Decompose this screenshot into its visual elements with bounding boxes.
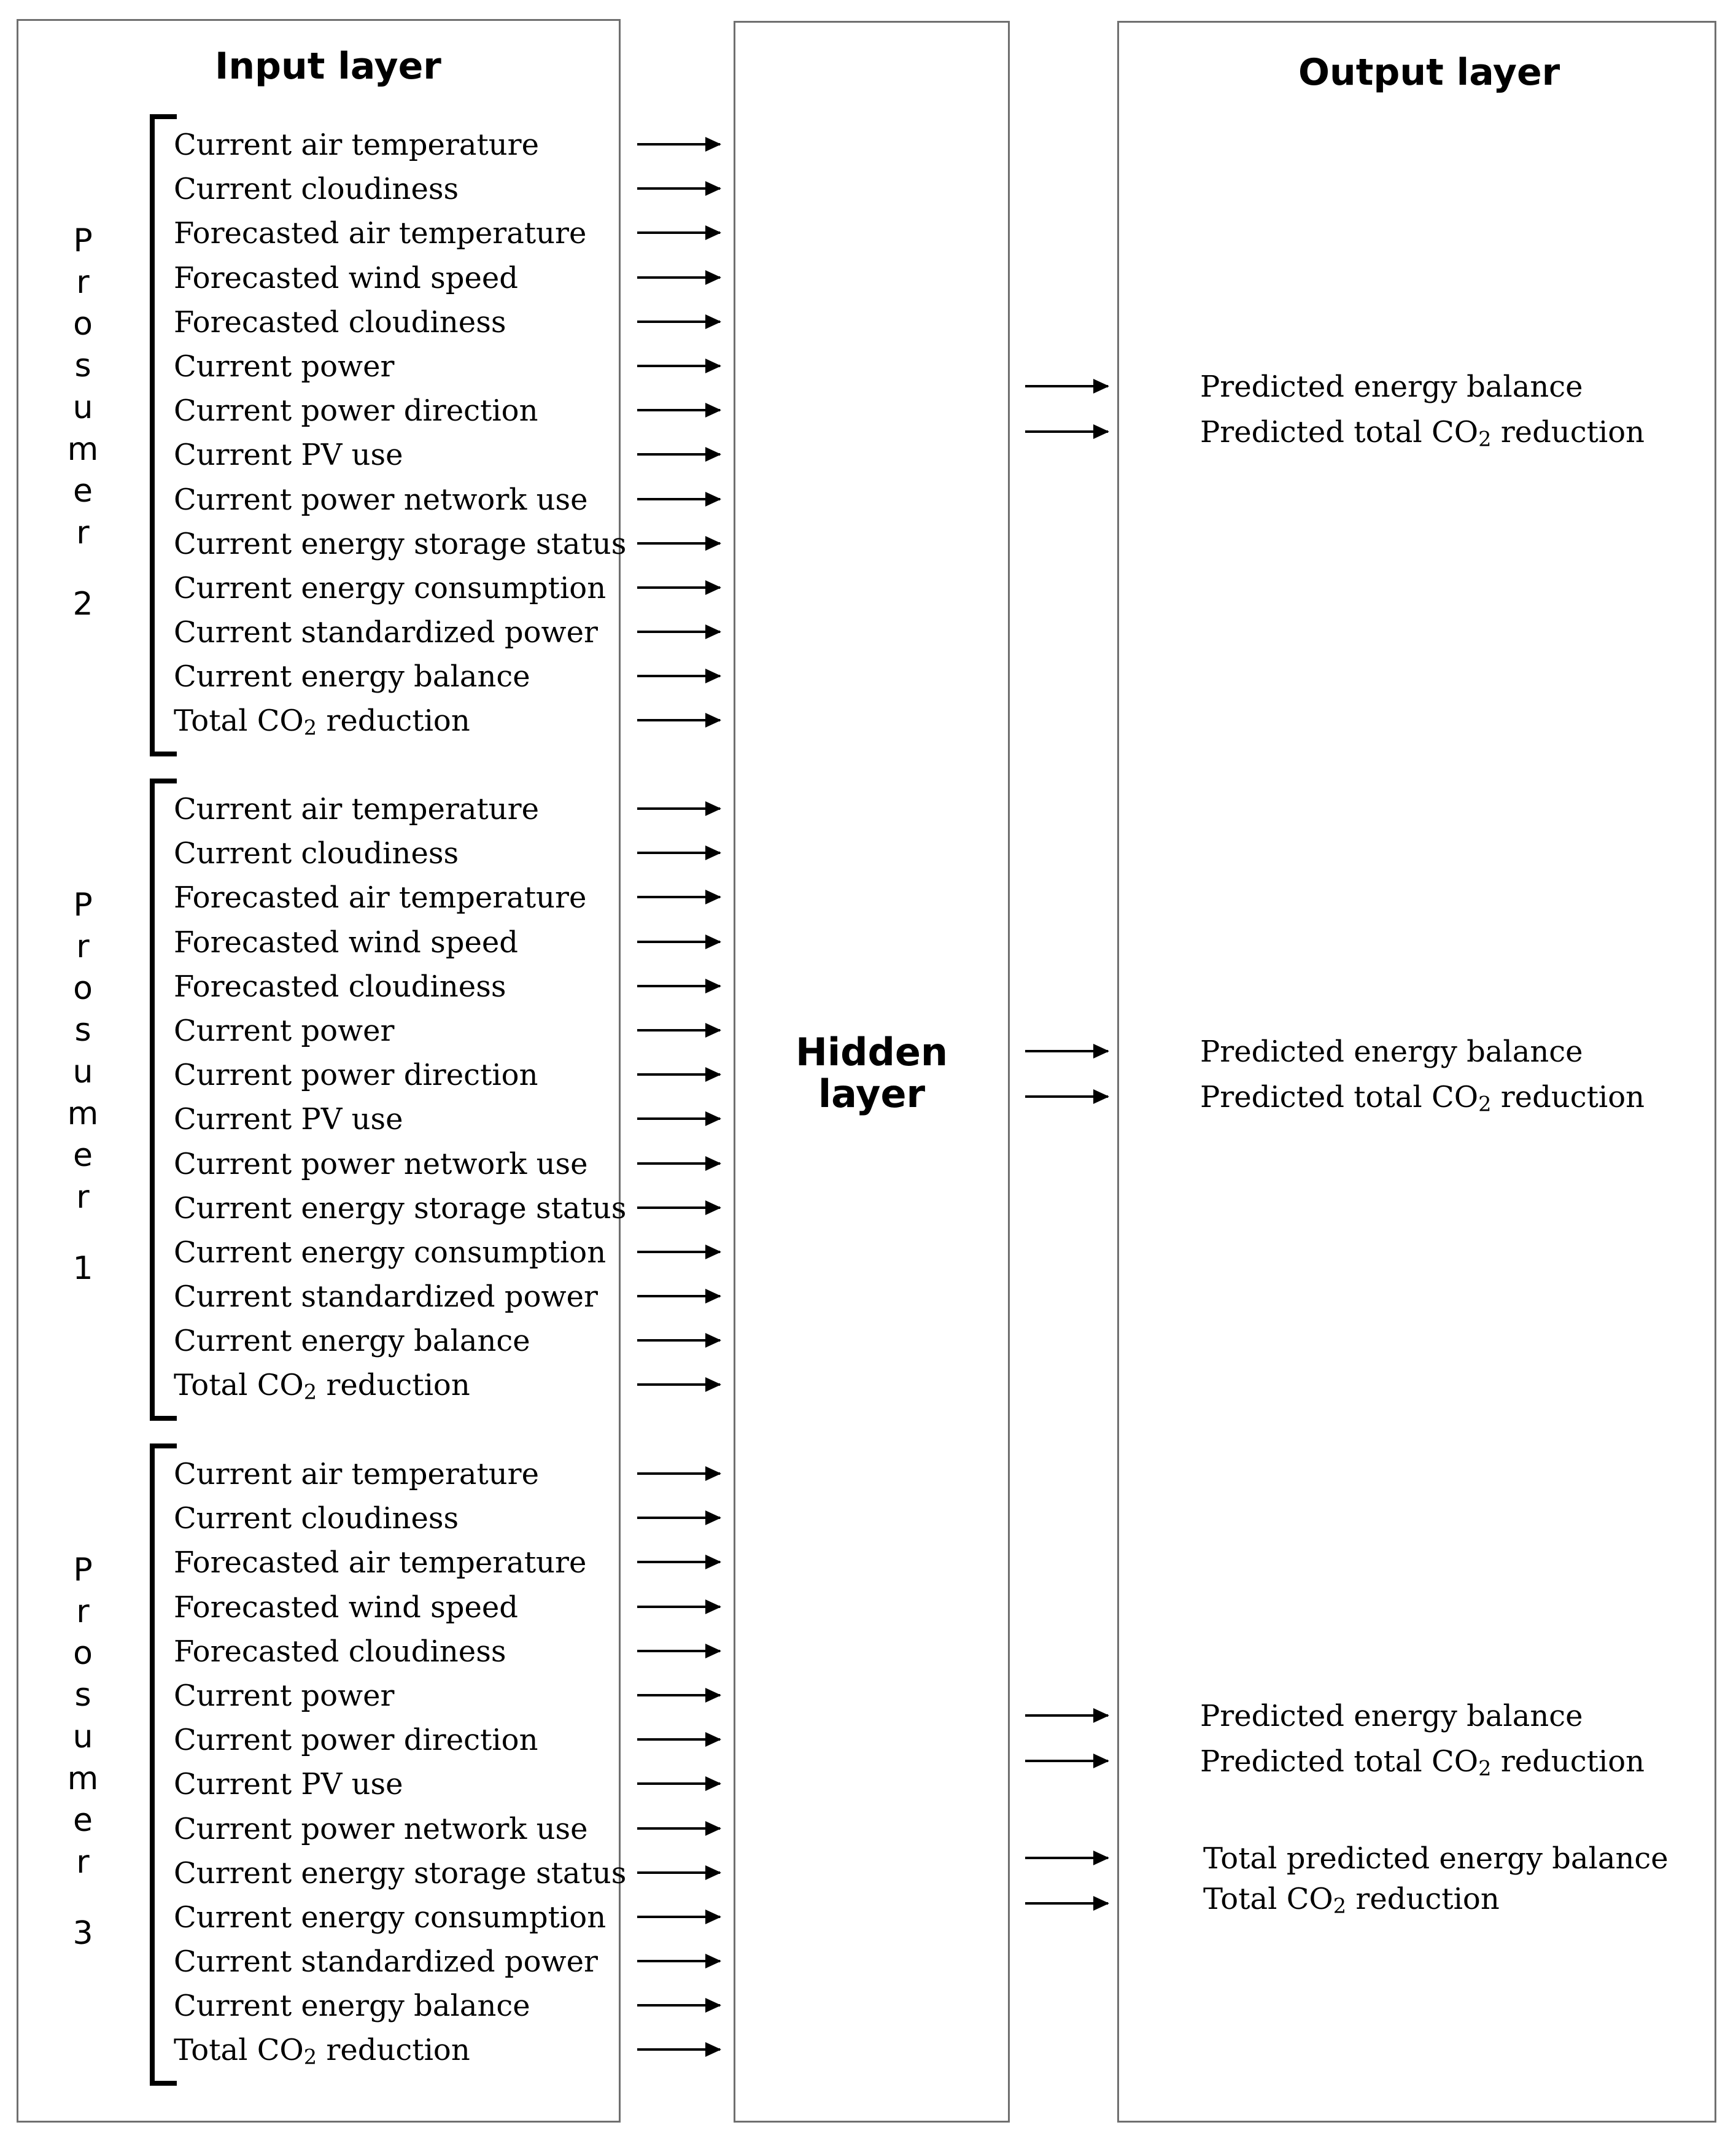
input-feature-label: Forecasted air temperature	[174, 880, 587, 915]
input-feature	[174, 1674, 732, 1718]
co2-subscript: 2	[303, 2045, 317, 2070]
input-feature	[174, 1762, 732, 1806]
input-feature-label: Current power direction	[174, 1058, 538, 1093]
arrow-icon	[637, 1916, 720, 1918]
prosumer-label-letter: o	[73, 306, 93, 343]
input-feature-label: Forecasted wind speed	[174, 925, 518, 960]
prosumer-group	[0, 1452, 737, 2091]
arrow-icon	[1025, 1760, 1108, 1762]
hidden-layer-title	[734, 1032, 1010, 1115]
arrow-icon	[637, 2048, 720, 2051]
hidden-title-line1: Hidden	[795, 1030, 948, 1074]
input-feature-list	[174, 123, 732, 744]
co2-prefix: Total CO	[174, 2033, 304, 2068]
arrow-icon	[637, 1694, 720, 1696]
input-feature-label: Current PV use	[174, 438, 403, 473]
input-feature	[174, 1186, 732, 1230]
arrow-icon	[637, 1029, 720, 1032]
arrow-icon	[637, 453, 720, 456]
arrow-icon	[637, 1162, 720, 1165]
input-feature	[174, 787, 732, 831]
input-feature-label: Current standardized power	[174, 615, 598, 650]
input-feature-label: Current power direction	[174, 394, 538, 429]
input-feature	[174, 300, 732, 344]
prosumer-label-letter: r	[76, 1179, 90, 1216]
co2-suffix: reduction	[317, 2033, 470, 2068]
co2-subscript: 2	[1333, 1894, 1347, 1918]
co2-subscript: 2	[1478, 1756, 1492, 1781]
input-feature	[174, 1142, 732, 1186]
prosumer-label-letter: r	[76, 1593, 90, 1630]
prosumer-label	[61, 1549, 104, 1954]
input-feature	[174, 920, 732, 965]
input-feature-label: Current power network use	[174, 482, 588, 517]
arrow-icon	[637, 852, 720, 854]
arrow-icon	[637, 1383, 720, 1386]
prosumer-label-letter: e	[73, 1137, 93, 1174]
co2-suffix: reduction	[1491, 1080, 1645, 1114]
group-bracket	[150, 779, 177, 1421]
input-feature-label: Forecasted cloudiness	[174, 969, 506, 1004]
prosumer-label-number: 1	[72, 1250, 93, 1287]
input-feature	[174, 610, 732, 655]
input-feature-label: Forecasted cloudiness	[174, 1634, 506, 1669]
input-feature-label	[174, 2033, 470, 2070]
arrow-icon	[1025, 1095, 1108, 1098]
input-feature-label: Current air temperature	[174, 792, 540, 826]
co2-suffix: reduction	[317, 704, 470, 739]
arrow-icon	[637, 321, 720, 323]
input-feature	[174, 831, 732, 876]
input-feature	[174, 522, 732, 566]
input-feature-list	[174, 787, 732, 1408]
input-feature-co2	[174, 1363, 732, 1407]
input-feature	[174, 965, 732, 1009]
input-feature	[174, 256, 732, 300]
input-feature-label: Current power network use	[174, 1146, 588, 1181]
input-feature	[174, 344, 732, 389]
prosumer-label-letter: r	[76, 928, 90, 965]
prosumer-label-letter: m	[67, 1095, 99, 1132]
input-feature-label: Forecasted air temperature	[174, 216, 587, 251]
co2-suffix: reduction	[317, 1368, 470, 1403]
output-layer-title: Output layer	[1298, 51, 1560, 94]
arrow-icon	[637, 1117, 720, 1120]
co2-prefix: Predicted total CO	[1200, 1744, 1479, 1779]
input-feature-label: Current energy consumption	[174, 1235, 606, 1270]
output-co2-label	[1200, 1074, 1645, 1127]
arrow-icon	[637, 365, 720, 367]
output-energy-label: Predicted energy balance	[1200, 1035, 1583, 1069]
group-bracket	[150, 114, 177, 756]
input-feature	[174, 1630, 732, 1674]
input-feature	[174, 1496, 732, 1540]
arrow-icon	[637, 1073, 720, 1076]
arrow-icon	[637, 1782, 720, 1785]
arrow-icon	[637, 498, 720, 500]
arrow-icon	[637, 1827, 720, 1830]
co2-prefix: Total CO	[174, 1368, 304, 1403]
arrow-icon	[637, 586, 720, 589]
arrow-icon	[637, 231, 720, 234]
input-feature-label	[174, 1368, 470, 1405]
input-feature-label: Forecasted air temperature	[174, 1545, 587, 1580]
total-energy-label: Total predicted energy balance	[1203, 1841, 1668, 1876]
input-feature	[174, 1940, 732, 1984]
arrow-icon	[637, 542, 720, 545]
arrow-icon	[637, 1472, 720, 1475]
input-feature	[174, 1540, 732, 1585]
prosumer-group	[0, 787, 737, 1426]
input-feature	[174, 1319, 732, 1363]
arrow-icon	[1025, 385, 1108, 387]
input-feature-label: Current energy balance	[174, 1989, 530, 2024]
prosumer-label-letter: o	[73, 970, 93, 1007]
input-feature-co2	[174, 2028, 732, 2072]
co2-prefix: Predicted total CO	[1200, 415, 1479, 449]
arrow-icon	[637, 1871, 720, 1874]
prosumer-label-letter: s	[74, 348, 91, 384]
arrow-icon	[637, 1295, 720, 1297]
input-feature-label: Forecasted wind speed	[174, 1590, 518, 1625]
prosumer-label-letters	[68, 220, 99, 554]
arrow-icon	[637, 409, 720, 411]
arrow-icon	[637, 1251, 720, 1253]
input-feature-label: Current power network use	[174, 1811, 588, 1846]
arrow-icon	[637, 1561, 720, 1563]
prosumer-label-letter: u	[72, 1054, 93, 1090]
co2-suffix: reduction	[1346, 1882, 1500, 1916]
input-feature-label: Current cloudiness	[174, 1501, 459, 1536]
input-feature	[174, 433, 732, 477]
input-feature-label: Current energy balance	[174, 1324, 530, 1359]
prosumer-label-letter: r	[76, 515, 90, 551]
co2-prefix: Total CO	[1203, 1882, 1333, 1916]
prosumer-label-letter: s	[74, 1012, 91, 1049]
input-feature-label: Current PV use	[174, 1102, 403, 1137]
input-feature-label: Current energy consumption	[174, 570, 606, 605]
input-feature	[174, 876, 732, 920]
input-feature-label: Current cloudiness	[174, 836, 459, 871]
input-feature-label: Current power	[174, 1013, 395, 1048]
arrow-icon	[637, 631, 720, 633]
arrow-icon	[637, 1517, 720, 1519]
arrow-icon	[1025, 1714, 1108, 1717]
prosumer-label	[61, 884, 104, 1289]
arrow-icon	[637, 719, 720, 721]
input-feature-label: Current energy consumption	[174, 1900, 606, 1935]
input-feature-label: Current energy storage status	[174, 1855, 627, 1890]
input-feature-label: Forecasted wind speed	[174, 260, 518, 295]
prosumer-label-letter: P	[73, 222, 93, 259]
arrow-icon	[1025, 1902, 1108, 1905]
output-energy-label: Predicted energy balance	[1200, 1699, 1583, 1733]
input-feature-co2	[174, 699, 732, 743]
input-feature-label: Current power	[174, 1678, 395, 1713]
co2-subscript: 2	[303, 1380, 317, 1405]
hidden-title-line2: layer	[818, 1071, 926, 1116]
co2-prefix: Predicted total CO	[1200, 1080, 1479, 1114]
input-feature-label: Current air temperature	[174, 128, 540, 162]
input-feature	[174, 389, 732, 433]
input-feature-label: Current power	[174, 349, 395, 384]
input-feature	[174, 1053, 732, 1097]
input-feature	[174, 1807, 732, 1851]
prosumer-label-letter: r	[76, 1844, 90, 1881]
input-feature	[174, 1585, 732, 1630]
arrow-icon	[637, 807, 720, 810]
co2-prefix: Total CO	[174, 704, 304, 739]
arrow-icon	[637, 896, 720, 898]
prosumer-label-letters	[68, 884, 99, 1218]
co2-suffix: reduction	[1491, 1744, 1645, 1779]
prosumer-label	[61, 220, 104, 625]
prosumer-label-letter: m	[67, 431, 99, 468]
co2-subscript: 2	[1478, 427, 1492, 451]
total-co2-label	[1203, 1876, 1500, 1929]
input-feature	[174, 211, 732, 255]
input-feature	[174, 1452, 732, 1496]
input-feature	[174, 123, 732, 167]
output-energy-label: Predicted energy balance	[1200, 370, 1583, 404]
prosumer-label-letters	[68, 1549, 99, 1883]
arrow-icon	[637, 941, 720, 943]
arrow-icon	[1025, 1857, 1108, 1859]
co2-subscript: 2	[1478, 1092, 1492, 1116]
co2-suffix: reduction	[1491, 415, 1645, 449]
input-feature	[174, 1851, 732, 1895]
input-feature	[174, 167, 732, 211]
input-feature-label: Current standardized power	[174, 1945, 598, 1980]
input-feature	[174, 1009, 732, 1053]
arrow-icon	[637, 1206, 720, 1209]
prosumer-label-letter: m	[67, 1760, 99, 1797]
co2-subscript: 2	[303, 716, 317, 740]
input-layer-title: Input layer	[215, 45, 441, 88]
prosumer-label-letter: u	[72, 389, 93, 426]
arrow-icon	[637, 675, 720, 677]
input-feature-label	[174, 704, 470, 738]
prosumer-label-letter: e	[73, 473, 93, 510]
arrow-icon	[637, 1606, 720, 1608]
output-co2-label	[1200, 1739, 1645, 1792]
input-feature	[174, 566, 732, 610]
prosumer-group	[0, 123, 737, 761]
arrow-icon	[637, 1339, 720, 1342]
arrow-icon	[637, 985, 720, 987]
prosumer-label-letter: P	[73, 1552, 93, 1588]
input-feature	[174, 1275, 732, 1319]
prosumer-label-number: 3	[72, 1915, 93, 1952]
input-feature	[174, 1230, 732, 1275]
input-feature-label: Current power direction	[174, 1723, 538, 1758]
group-bracket	[150, 1443, 177, 2086]
output-co2-label	[1200, 410, 1645, 462]
input-feature-label: Current energy storage status	[174, 526, 627, 561]
arrow-icon	[637, 276, 720, 279]
prosumer-label-letter: P	[73, 887, 93, 923]
input-feature-label: Current air temperature	[174, 1457, 540, 1491]
prosumer-label-letter: r	[76, 264, 90, 301]
arrow-icon	[637, 1650, 720, 1652]
arrow-icon	[637, 143, 720, 146]
input-feature-label: Forecasted cloudiness	[174, 305, 506, 340]
arrow-icon	[637, 1738, 720, 1741]
arrow-icon	[1025, 430, 1108, 433]
prosumer-label-letter: o	[73, 1635, 93, 1672]
arrow-icon	[637, 2004, 720, 2007]
prosumer-label-letter: s	[74, 1677, 91, 1714]
input-feature-label: Current energy storage status	[174, 1191, 627, 1226]
input-feature	[174, 1097, 732, 1141]
input-feature-list	[174, 1452, 732, 2073]
input-feature-label: Current PV use	[174, 1767, 403, 1802]
input-feature	[174, 655, 732, 699]
prosumer-label-letter: u	[72, 1719, 93, 1755]
arrow-icon	[637, 187, 720, 190]
input-feature	[174, 1984, 732, 2028]
input-feature	[174, 1895, 732, 1940]
arrow-icon	[637, 1960, 720, 1962]
prosumer-label-letter: e	[73, 1802, 93, 1839]
prosumer-label-number: 2	[72, 586, 93, 623]
input-feature-label: Current energy balance	[174, 659, 530, 694]
arrow-icon	[1025, 1050, 1108, 1052]
input-feature	[174, 478, 732, 522]
input-feature	[174, 1718, 732, 1762]
input-feature-label: Current cloudiness	[174, 172, 459, 207]
input-feature-label: Current standardized power	[174, 1280, 598, 1315]
